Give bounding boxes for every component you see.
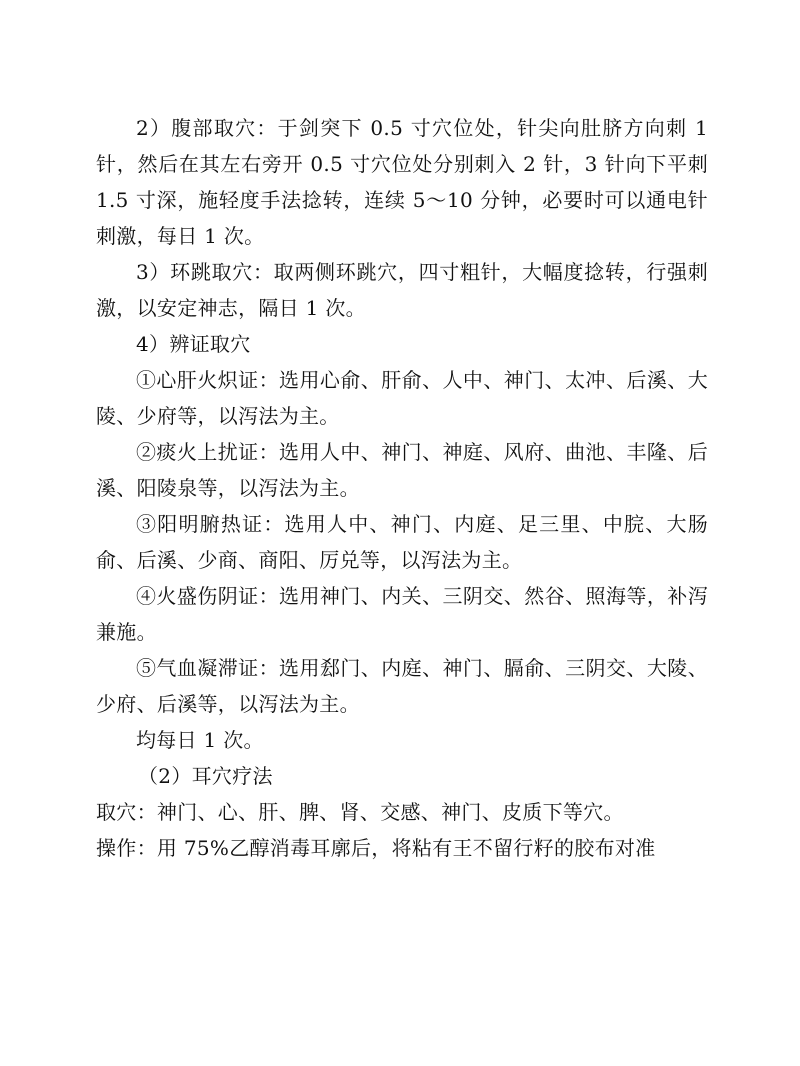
section-heading-ear-therapy: （2）耳穴疗法 bbox=[138, 764, 273, 788]
paragraph-syndrome-1: ①心肝火炽证：选用心俞、肝俞、人中、神门、太冲、后溪、大陵、少府等，以泻法为主。 bbox=[96, 368, 708, 428]
paragraph-ear-points: 取穴：神门、心、肝、脾、肾、交感、神门、皮质下等穴。 bbox=[96, 800, 624, 824]
paragraph-daily-frequency: 均每日 1 次。 bbox=[136, 728, 264, 752]
body-text bbox=[96, 110, 708, 866]
paragraph-syndrome-5: ⑤气血凝滞证：选用郄门、内庭、神门、膈俞、三阴交、大陵、少府、后溪等，以泻法为主。 bbox=[96, 656, 708, 716]
paragraph-syndrome-4: ④火盛伤阴证：选用神门、内关、三阴交、然谷、照海等，补泻兼施。 bbox=[96, 584, 708, 644]
paragraph-syndrome-3: ③阳明腑热证：选用人中、神门、内庭、足三里、中脘、大肠俞、后溪、少商、商阳、厉兑等，以泻法为主。 bbox=[96, 512, 708, 572]
paragraph-abdominal-points: 2）腹部取穴：于剑突下 0.5 寸穴位处，针尖向肚脐方向刺 1 针，然后在其左右旁开 0.5 寸穴位处分别刺入 2 针，3 针向下平刺 1.5 寸深，施轻度手法捻转，连续 5～10 分钟，必要时可以通电针刺激，每日 1 次。 bbox=[96, 116, 708, 248]
paragraph-huantiao-points: 3）环跳取穴：取两侧环跳穴，四寸粗针，大幅度捻转，行强刺激，以安定神志，隔日 1 次。 bbox=[96, 260, 708, 320]
paragraph-syndrome-heading: 4）辨证取穴 bbox=[136, 332, 251, 356]
paragraph-syndrome-2: ②痰火上扰证：选用人中、神门、神庭、风府、曲池、丰隆、后溪、阳陵泉等，以泻法为主。 bbox=[96, 440, 708, 500]
paragraph-ear-operation: 操作：用 75%乙醇消毒耳廓后，将粘有王不留行籽的胶布对准 bbox=[96, 836, 656, 860]
